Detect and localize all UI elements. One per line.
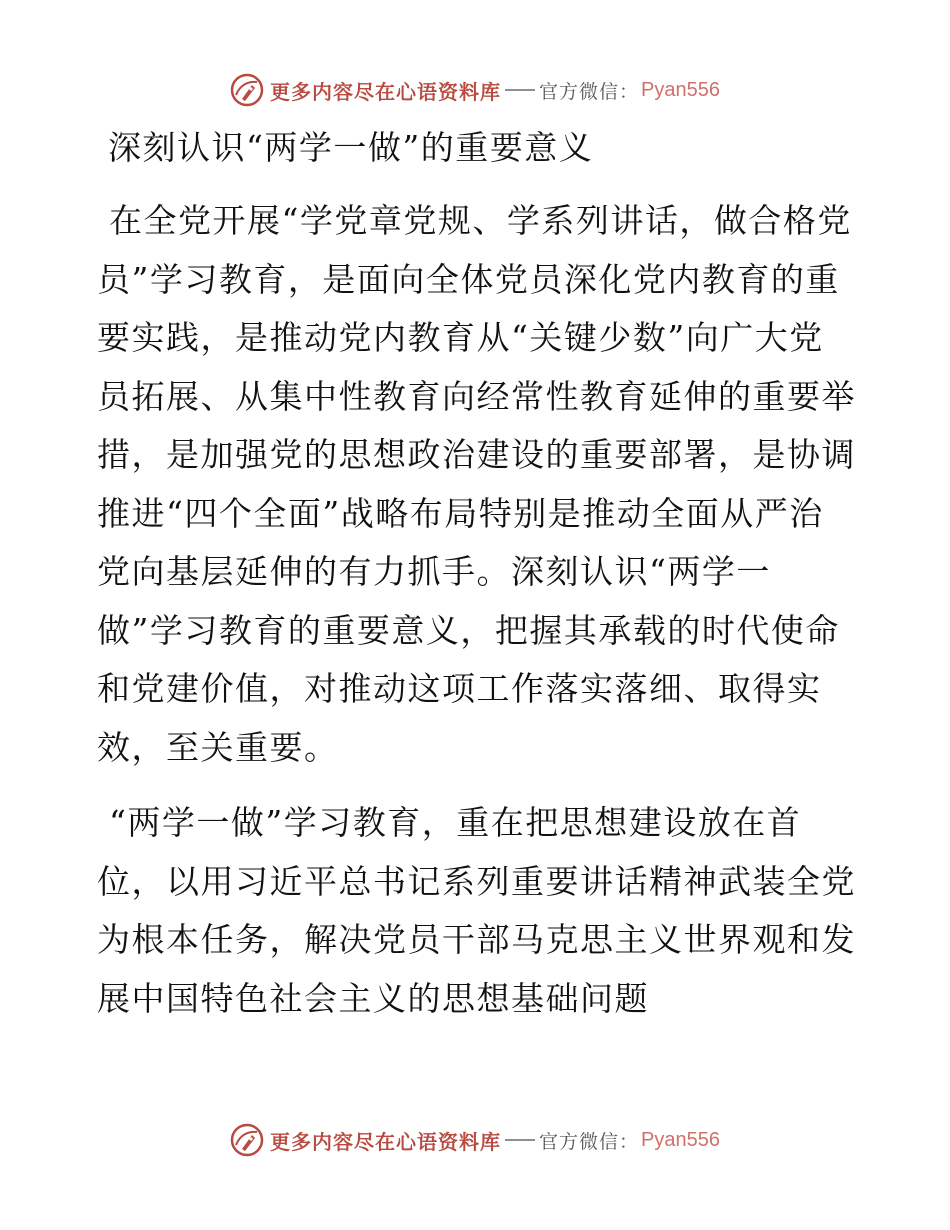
document-title: 深刻认识“两学一做”的重要意义 (108, 128, 594, 167)
banner-wechat-label: 官方微信： (539, 80, 640, 103)
banner-title: 更多内容尽在心语资料库 (270, 79, 501, 104)
body-paragraph-1: 在全党开展“学党章党规、学系列讲话，做合格党员”学习教育，是面向全体党员深化党内教育的重要实践，是推动党内教育从“关键少数”向广大党员拓展、从集中性教育向经常性教育延伸的重要举措，是加强党的思想政治建设的重要部署，是协调推进“四个全面”战略布局特别是推动全面从严治党向基层延伸的有力抓手。深刻认识“两学一做”学习教育的重要意义，把握其承载的时代使命和党建价值，对推动这项工作落实落细、取得实效，至关重要。 (97, 201, 856, 767)
pen-nib-logo-icon (230, 73, 264, 107)
body-paragraph-2: “两学一做”学习教育，重在把思想建设放在首位，以用习近平总书记系列重要讲话精神武装全党为根本任务，解决党员干部马克思主义世界观和发展中国特色社会主义的思想基础问题 (97, 803, 856, 1018)
banner-wechat-label: 官方微信： (539, 1130, 640, 1153)
banner-title: 更多内容尽在心语资料库 (270, 1129, 501, 1154)
banner-wechat-id: Pyan556 (641, 78, 720, 101)
banner-wechat-id: Pyan556 (641, 1128, 720, 1151)
pen-nib-logo-icon (230, 1123, 264, 1157)
header-banner (0, 70, 950, 110)
footer-banner (0, 1120, 950, 1160)
banner-divider (505, 1139, 535, 1141)
banner-divider (505, 89, 535, 91)
